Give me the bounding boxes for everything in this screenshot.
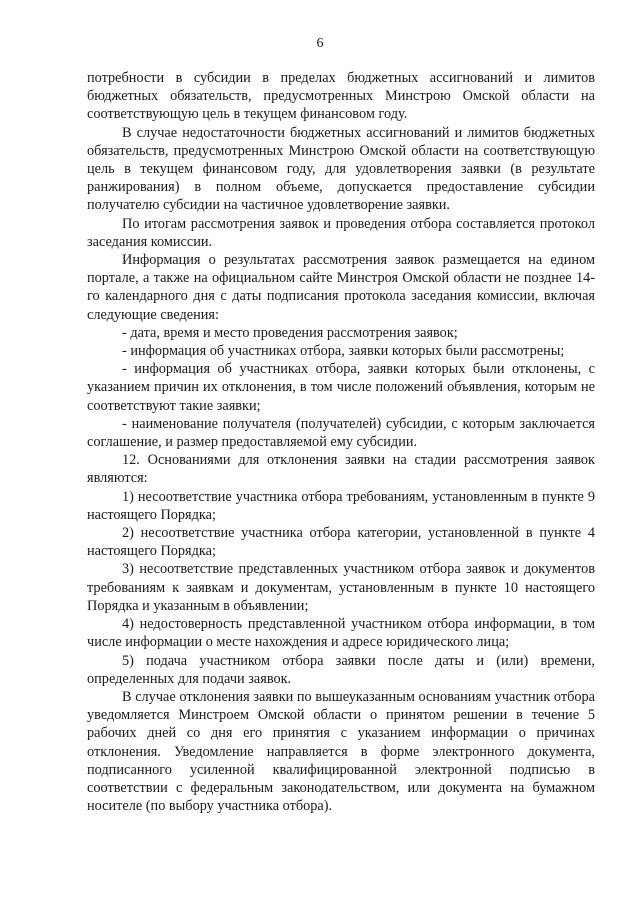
list-item: - информация об участниках отбора, заявки которых были рассмотрены; (122, 343, 565, 360)
list-item: 2) несоответствие участника отбора категории, установленной в пункте 4 настоящего Порядка; (87, 525, 595, 560)
list-item: 1) несоответствие участника отбора требованиям, установленным в пункте 9 настоящего Порядка; (87, 488, 595, 523)
paragraph: потребности в субсидии в пределах бюджетных ассигнований и лимитов бюджетных обязательств, предусмотренных Минстрою Омской области на соответствующую цель в текущем финансовом году. (87, 70, 595, 123)
paragraph: По итогам рассмотрения заявок и проведения отбора составляется протокол заседания комиссии. (87, 215, 595, 250)
paragraph: В случае отклонения заявки по вышеуказанным основаниям участник отбора уведомляется Минстроем Омской области о принятом решении в течение 5 рабочих дней со дня его принятия с указанием информации о причинах отклонения. Уведомление направляется в форме электронного документа, подписанного усиленной квалифицированной электронной подписью в соответствии с федеральным законодательством, или документа на бумажном носителе (по выбору участника отбора). (87, 688, 595, 815)
paragraph: 12. Основаниями для отклонения заявки на стадии рассмотрения заявок являются: (87, 452, 595, 487)
list-item: - наименование получателя (получателей) субсидии, с которым заключается соглашение, и размер предоставляемой ему субсидии. (87, 415, 595, 451)
page-number: 6 (316, 36, 324, 51)
list-item: - информация об участниках отбора, заявки которых были отклонены, с указанием причин их отклонения, в том числе положений объявления, которым не соответствуют такие заявки; (87, 361, 595, 414)
paragraph: В случае недостаточности бюджетных ассигнований и лимитов бюджетных обязательств, предусмотренных Минстрою Омской области на соответствующую цель в текущем финансовом году, для удовлетворения заявки (в результате ранжирования) в полном объеме, допускается предоставление субсидии получателю субсидии на частичное удовлетворение заявки. (87, 124, 595, 214)
list-item: - дата, время и место проведения рассмотрения заявок; (122, 324, 458, 341)
list-item: 3) несоответствие представленных участником отбора заявок и документов требованиям к заявкам и документам, установленным в пункте 10 настоящего Порядка и указанным в объявлении; (87, 561, 595, 614)
document-body (87, 69, 595, 815)
list-item: 4) недостоверность представленной участником отбора информации, в том числе информации о месте нахождения и адресе юридического лица; (87, 616, 595, 651)
paragraph: Информация о результатах рассмотрения заявок размещается на едином портале, а также на официальном сайте Минстроя Омской области не позднее 14-го календарного дня с даты подписания протокола заседания комиссии, включая следующие сведения: (87, 252, 595, 323)
list-item: 5) подача участником отбора заявки после даты и (или) времени, определенных для подачи заявок. (87, 652, 595, 687)
